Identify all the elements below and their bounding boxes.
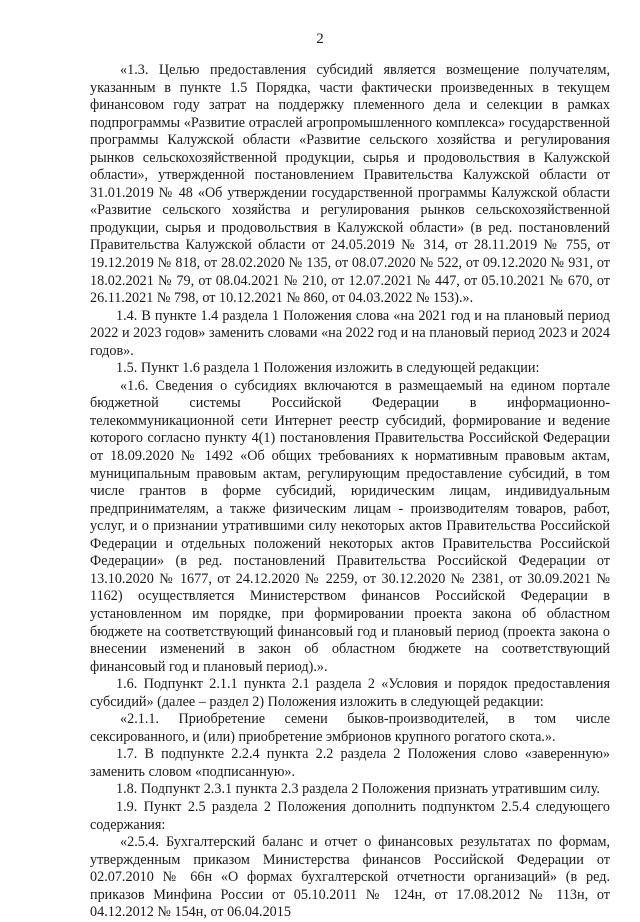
paragraph-1-6: 1.6. Подпункт 2.1.1 пункта 2.1 раздела 2 «Условия и порядок предоставления субсидий» (далее – раздел 2) Положения изложить в следующей редакции:	[90, 676, 610, 710]
paragraph-1-4: 1.4. В пункте 1.4 раздела 1 Положения слова «на 2021 год и на плановый период 2022 и 2023 годов» заменить словами «на 2022 год и на плановый период 2023 и 2024 годов».	[90, 307, 610, 359]
page-number: 2	[316, 31, 324, 47]
paragraph-1-3: «1.3. Целью предоставления субсидий является возмещение получателям, указанным в пункте 1.5 Порядка, части фактически произведенных в текущем финансовом году затрат на поддержку племенного дела и селекции в рамках подпрограммы «Развитие отраслей агропромышленного комплекса» государственной программы Калужской области «Развитие сельского хозяйства и регулирования рынков сельскохозяйственной продукции, сырья и продовольствия в Калужской области», утвержденной постановлением Правительства Калужской области от 31.01.2019 № 48 «Об утверждении государственной программы Калужской области «Развитие сельского хозяйства и регулирования рынков сельскохозяйственной продукции, сырья и продовольствия в Калужской области» (в ред. постановлений Правительства Калужской области от 24.05.2019 № 314, от 28.11.2019 № 755, от 19.12.2019 № 818, от 28.02.2020 № 135, от 08.07.2020 № 522, от 09.12.2020 № 931, от 18.02.2021 № 79, от 08.04.2021 № 210, от 12.07.2021 № 447, от 05.10.2021 № 670, от 26.11.2021 № 798, от 10.12.2021 № 860, от 04.03.2022 № 153).».	[90, 62, 610, 307]
paragraph-1-9: 1.9. Пункт 2.5 раздела 2 Положения дополнить подпунктом 2.5.4 следующего содержания:	[90, 798, 610, 833]
paragraph-2-5-4-quote: «2.5.4. Бухгалтерский баланс и отчет о финансовых результатах по формам, утвержденным приказом Министерства финансов Российской Федерации от 02.07.2010 № 66н «О формах бухгалтерской отчетности организаций» (в ред. приказов Минфина России от 05.10.2011 № 124н, от 17.08.2012 № 113н, от 04.12.2012 № 154н, от 06.04.2015	[90, 834, 610, 921]
paragraph-1-6-quote: «1.6. Сведения о субсидиях включаются в размещаемый на едином портале бюджетной системы Российской Федерации в информационно-телекоммуникационной сети Интернет реестр субсидий, формирование и ведение которого согласно пункту 4(1) постановления Правительства Российской Федерации от 18.09.2020 № 1492 «Об общих требованиях к нормативным правовым актам, муниципальным правовым актам, регулирующим предоставление субсидий, в том числе грантов в форме субсидий, юридическим лицам, индивидуальным предпринимателям, а также физическим лицам - производителям товаров, работ, услуг, и о признании утратившими силу некоторых актов Правительства Российской Федерации и отдельных положений некоторых актов Правительства Российской Федерации» (в ред. постановлений Правительства Российской Федерации от 13.10.2020 № 1677, от 24.12.2020 № 2259, от 30.12.2020 № 2381, от 30.09.2021 № 1162) осуществляется Министерством финансов Российской Федерации в установленном им порядке, при формировании проекта закона об областном бюджете на соответствующий финансовый год и плановый период (проекта закона о внесении изменений в закон об областном бюджете на соответствующий финансовый год и плановый период).».	[90, 377, 610, 675]
document-body	[90, 62, 610, 922]
paragraph-1-7: 1.7. В подпункте 2.2.4 пункта 2.2 раздела 2 Положения слово «заверенную» заменить словом «подписанную».	[90, 746, 610, 780]
paragraph-2-1-1-quote: «2.1.1. Приобретение семени быков-производителей, в том числе сексированного, и (или) приобретение эмбрионов крупного рогатого скота.».	[90, 711, 610, 745]
paragraph-1-8: 1.8. Подпункт 2.3.1 пункта 2.3 раздела 2 Положения признать утратившим силу.	[116, 781, 600, 798]
paragraph-1-5: 1.5. Пункт 1.6 раздела 1 Положения изложить в следующей редакции:	[116, 360, 540, 377]
